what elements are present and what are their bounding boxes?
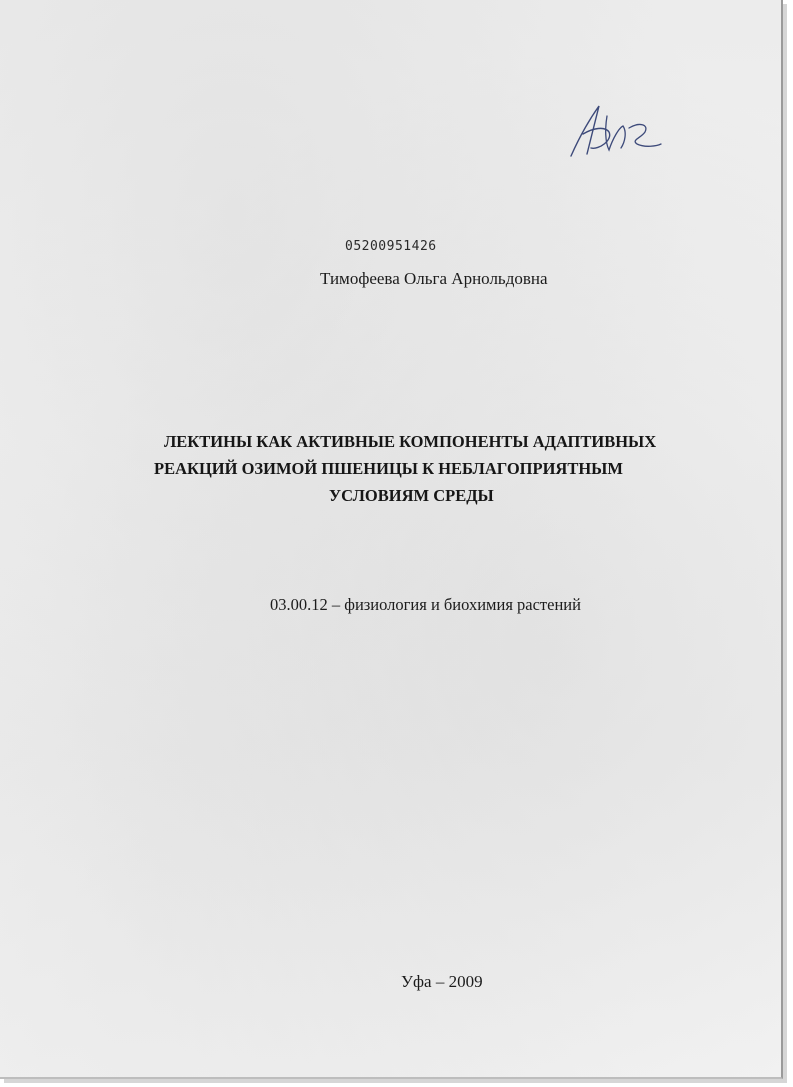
author-name: Тимофеева Ольга Арнольдовна [320, 269, 548, 288]
place-and-year: Уфа – 2009 [401, 972, 483, 991]
title-line: УСЛОВИЯМ СРЕДЫ [329, 486, 494, 505]
specialty-code: 03.00.12 – физиология и биохимия растений [270, 595, 581, 614]
title-line: ЛЕКТИНЫ КАК АКТИВНЫЕ КОМПОНЕНТЫ АДАПТИВНЫХ [164, 432, 657, 451]
dissertation-title [140, 428, 760, 509]
document-serial-number: 05200951426 [345, 239, 437, 254]
title-line: РЕАКЦИЙ ОЗИМОЙ ПШЕНИЦЫ К НЕБЛАГОПРИЯТНЫМ [154, 459, 623, 478]
handwritten-signature [565, 98, 665, 162]
